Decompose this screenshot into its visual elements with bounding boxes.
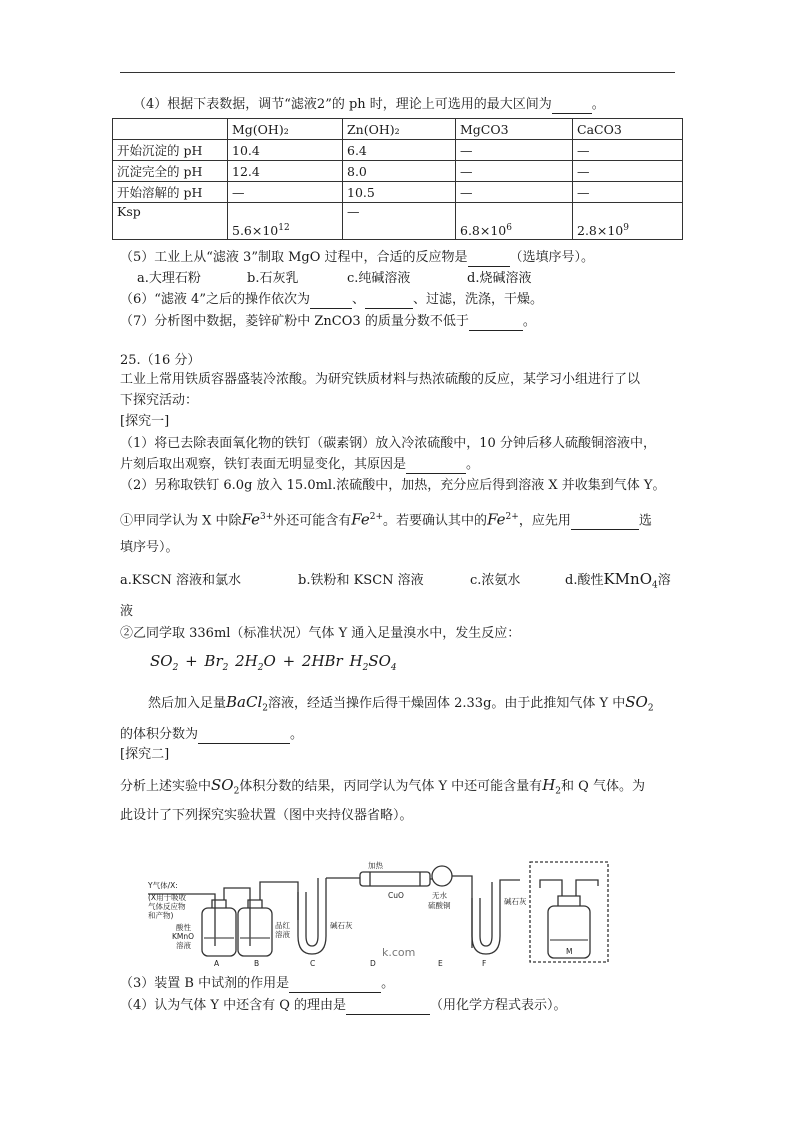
- answer-blank[interactable]: [468, 252, 510, 267]
- reagent-options: a.KSCN 溶液和氯水 b.铁粉和 KSCN 溶液 c.浓氨水 d.酸性KMnO$_4$溶: [120, 570, 671, 591]
- answer-blank[interactable]: [289, 978, 381, 993]
- table-cell: 开始沉淀的 pH: [113, 140, 228, 161]
- table-row: [113, 140, 683, 161]
- table-cell: —: [456, 161, 573, 182]
- label-d: D: [370, 959, 376, 968]
- table-cell: CaCO3: [573, 119, 683, 140]
- table-row: [113, 161, 683, 182]
- q7-line: （7）分析图中数据，菱锌矿粉中 ZnCO3 的质量分数不低于 。: [120, 314, 536, 329]
- body-line: ①甲同学认为 X 中除$Fe^{3+}$外还可能含有$Fe^{2+}$。若要确认其中的$Fe^{2+}$，应先用 选: [120, 510, 652, 529]
- table-cell: 10.5: [343, 182, 456, 203]
- label-b: B: [254, 959, 260, 968]
- table-row: [113, 182, 683, 203]
- answer-blank[interactable]: [469, 316, 523, 331]
- table-cell: —: [573, 182, 683, 203]
- table-cell: —: [456, 182, 573, 203]
- body-line: ②乙同学取 336ml（标准状况）气体 Y 通入足量溴水中，发生反应：: [120, 626, 521, 641]
- table-cell: —: [573, 140, 683, 161]
- ksp-mgco3: $6.8\times 10^6$: [456, 203, 573, 240]
- note-label: (X用于吸收: [148, 893, 187, 902]
- reagent-label: 酸性: [176, 923, 191, 932]
- q5-line: （5）工业上从“滤液 3”制取 MgO 过程中，合适的反应物是 （选填序号）。: [120, 250, 595, 265]
- reagent-label: 溶液: [275, 930, 290, 939]
- table-cell: 开始溶解的 pH: [113, 182, 228, 203]
- answer-blank[interactable]: [571, 515, 639, 530]
- reagent-label: 加热: [368, 861, 383, 870]
- header-rule: [120, 72, 675, 73]
- answer-blank[interactable]: [406, 459, 466, 474]
- label-e: E: [438, 959, 443, 968]
- table-cell: MgCO3: [456, 119, 573, 140]
- intro-line: 工业上常用铁质容器盛装冷浓酸。为研究铁质材料与热浓硫酸的反应，某学习小组进行了以: [120, 372, 641, 387]
- answer-blank[interactable]: [310, 294, 352, 309]
- reagent-label: 品红: [275, 921, 290, 930]
- body-line: 填序号）。: [120, 540, 179, 555]
- note-label: 气体反应物: [148, 902, 186, 911]
- table-cell: Zn(OH)₂: [343, 119, 456, 140]
- table-cell: —: [573, 161, 683, 182]
- body-line: （4）认为气体 Y 中还含有 Q 的理由是 （用化学方程式表示）。: [120, 998, 567, 1013]
- question-heading: 25.（16 分）: [120, 353, 201, 368]
- reagent-label: 碱石灰: [330, 921, 353, 930]
- table-cell: 12.4: [228, 161, 343, 182]
- ksp-row: [113, 203, 683, 240]
- option-c: c.纯碱溶液: [347, 271, 411, 286]
- body-line: （1）将已去除表面氧化物的铁钉（碳素钢）放入冷浓硫酸中，10 分钟后移人硫酸铜溶液中，: [120, 436, 656, 451]
- q6-line: （6）“滤液 4”之后的操作依次为 、 、过滤，洗涤，干燥。: [120, 292, 543, 307]
- reagent-label: 无水: [432, 891, 447, 900]
- ksp-caco3: $2.8\times 10^9$: [573, 203, 683, 240]
- label-f: F: [482, 959, 487, 968]
- table-cell: Mg(OH)₂: [228, 119, 343, 140]
- ksp-zn: —: [343, 203, 456, 240]
- answer-blank[interactable]: [346, 1000, 430, 1015]
- body-line: 片刻后取出观察，铁钉表面无明显变化，其原因是 。: [120, 457, 480, 472]
- section-title: [探究一]: [120, 414, 170, 429]
- body-line: 的体积分数为 。: [120, 727, 304, 742]
- option-a: a.大理石粉: [137, 271, 201, 286]
- option-b: b.石灰乳: [247, 271, 299, 286]
- table-cell: 沉淀完全的 pH: [113, 161, 228, 182]
- table-cell: —: [228, 182, 343, 203]
- body-line: （3）装置 B 中试剂的作用是 。: [120, 976, 395, 991]
- watermark: k.com: [382, 946, 416, 959]
- reagent-label: KMnO: [172, 932, 195, 941]
- reagent-label: CuO: [388, 891, 404, 900]
- answer-blank[interactable]: [552, 99, 592, 114]
- table-cell: 6.4: [343, 140, 456, 161]
- reagent-label: 溶液: [176, 941, 191, 950]
- table-cell: —: [456, 140, 573, 161]
- body-line: 液: [120, 604, 134, 619]
- ksp-mg: $5.6\times 10^{12}$: [228, 203, 343, 240]
- reaction-equation: $SO_2 + Br_2$ $2H_2O + 2HBr$ $H_2SO_4$: [150, 652, 397, 673]
- label-a: A: [214, 959, 220, 968]
- body-line: 分析上述实验中$SO_2$体积分数的结果，丙同学认为气体 Y 中还可能含量有$H_2$和 Q 气体。为: [120, 776, 645, 797]
- body-line: 然后加入足量BaCl$_2$溶液，经适当操作后得干燥固体 2.33g。由于此推知气体 Y 中$SO_2$: [148, 693, 654, 714]
- note-label: 和产物): [148, 911, 174, 920]
- section-title: [探究二]: [120, 747, 170, 762]
- inlet-label: Y气体/X:: [148, 881, 178, 890]
- answer-blank[interactable]: [198, 729, 290, 744]
- apparatus-diagram: [120, 858, 682, 968]
- hydroxide-table: [112, 118, 683, 240]
- label-m: M: [566, 947, 573, 956]
- table-cell: 8.0: [343, 161, 456, 182]
- answer-blank[interactable]: [365, 294, 413, 309]
- label-c: C: [310, 959, 316, 968]
- q4-line: （4）根据下表数据，调节“滤液2”的 ph 时，理论上可选用的最大区间为 。: [133, 97, 605, 112]
- reagent-label: 碱石灰: [504, 897, 527, 906]
- option-d: d.烧碱溶液: [467, 271, 532, 286]
- q5-options: [137, 270, 531, 288]
- reagent-label: 硫酸铜: [428, 901, 451, 910]
- table-cell: 10.4: [228, 140, 343, 161]
- table-header-row: [113, 119, 683, 140]
- body-line: （2）另称取铁钉 6.0g 放入 15.0ml.浓硫酸中，加热，充分应后得到溶液 X 并收集到气体 Y。: [120, 478, 666, 493]
- table-cell: [113, 119, 228, 140]
- body-line: 此设计了下列探究实验状置（图中夹持仪器省略）。: [120, 808, 413, 823]
- table-cell: Ksp: [113, 203, 228, 240]
- intro-line: 下探究活动：: [120, 393, 199, 408]
